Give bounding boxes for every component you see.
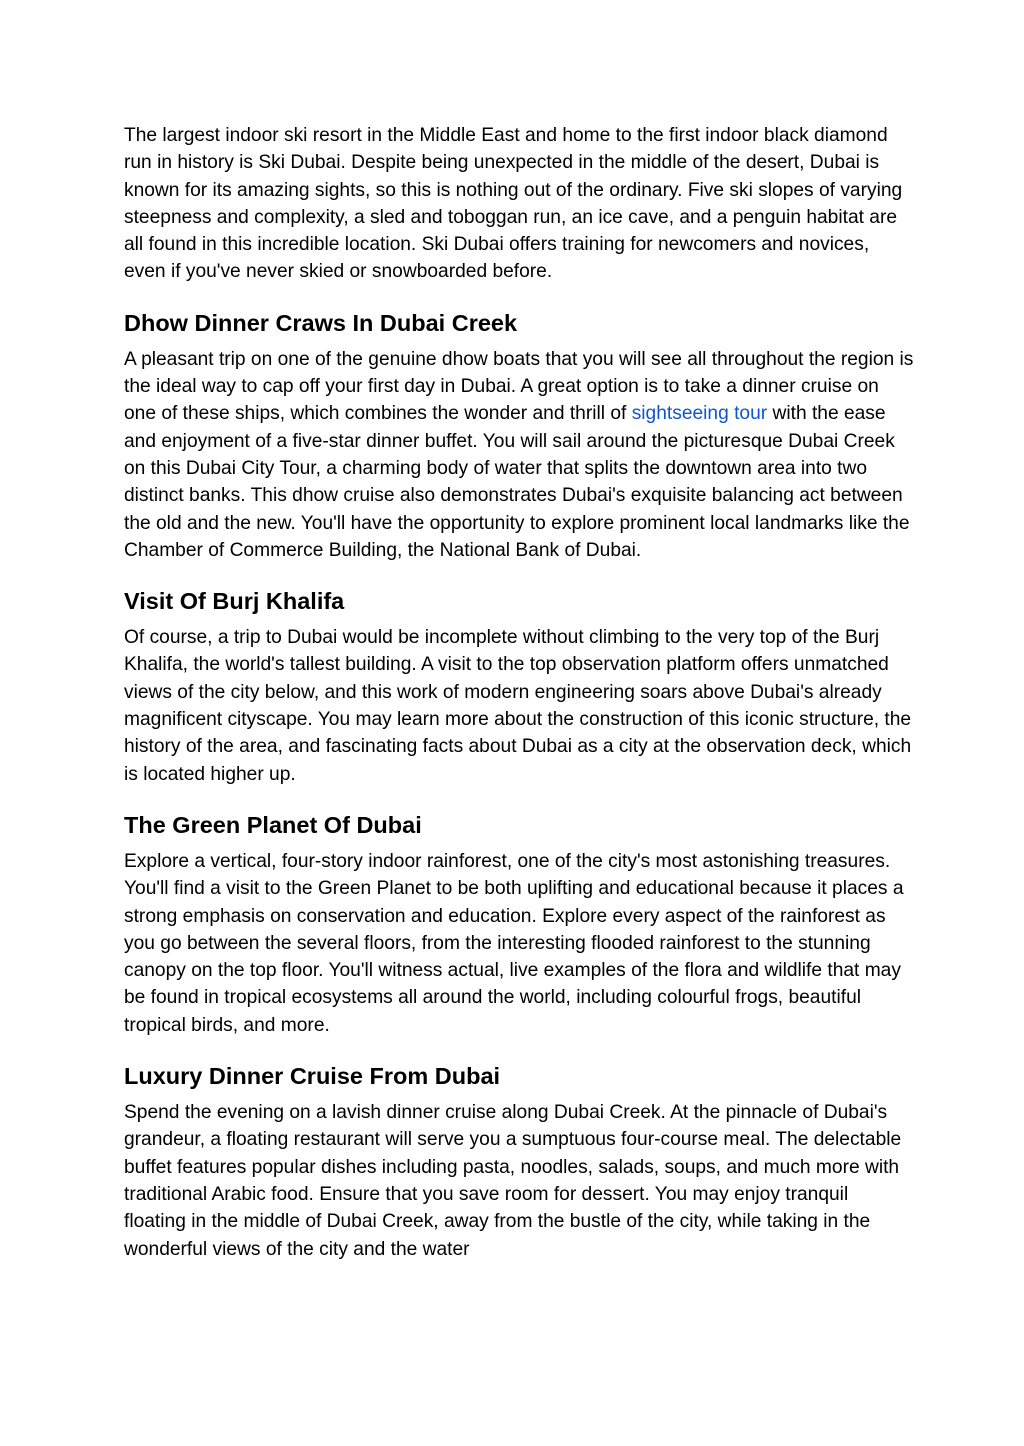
sightseeing-tour-link[interactable]: sightseeing tour	[631, 403, 768, 425]
dhow-text-before-link: A pleasant trip on one of the genuine dhow boats that you will see all throughout the region is the ideal way to cap off your first day in Dubai. A great option is to take a dinner cruise on one of these ships, which combines the wonder and thrill of	[124, 348, 914, 425]
heading-dhow-dinner: Dhow Dinner Craws In Dubai Creek	[124, 309, 518, 336]
dhow-text-after-link: with the ease and enjoyment of a five-star dinner buffet. You will sail around the picturesque Dubai Creek on this Dubai City Tour, a charming body of water that splits the downtown area into two distinct banks. This dhow cruise also demonstrates Dubai's exquisite balancing act between the old and the new. You'll have the opportunity to explore prominent local landmarks like the Chamber of Commerce Building, the National Bank of Dubai.	[124, 403, 910, 561]
section-green-planet	[124, 810, 914, 1039]
heading-luxury-cruise: Luxury Dinner Cruise From Dubai	[124, 1063, 501, 1090]
paragraph-burj-khalifa: Of course, a trip to Dubai would be incomplete without climbing to the very top of the Burj Khalifa, the world's tallest building. A visit to the top observation platform offers unmatched views of the city below, and this work of modern engineering soars above Dubai's already magnificent cityscape. You may learn more about the construction of this iconic structure, the history of the area, and fascinating facts about Dubai as a city at the observation deck, which is located higher up.	[124, 627, 912, 785]
section-burj-khalifa	[124, 586, 914, 788]
section-luxury-cruise	[124, 1061, 914, 1263]
heading-green-planet: The Green Planet Of Dubai	[124, 811, 422, 838]
section-dhow-dinner	[124, 308, 914, 564]
paragraph-green-planet: Explore a vertical, four-story indoor rainforest, one of the city's most astonishing treasures. You'll find a visit to the Green Planet to be both uplifting and educational because it places a strong emphasis on conservation and education. Explore every aspect of the rainforest as you go between the several floors, from the interesting flooded rainforest to the stunning canopy on the top floor. You'll witness actual, live examples of the flora and wildlife that may be found in tropical ecosystems all around the world, including colourful frogs, beautiful tropical birds, and more.	[124, 850, 904, 1036]
document-page	[124, 122, 914, 1285]
paragraph-luxury-cruise: Spend the evening on a lavish dinner cruise along Dubai Creek. At the pinnacle of Dubai's grandeur, a floating restaurant will serve you a sumptuous four-course meal. The delectable buffet features popular dishes including pasta, noodles, salads, soups, and much more with traditional Arabic food. Ensure that you save room for dessert. You may enjoy tranquil floating in the middle of Dubai Creek, away from the bustle of the city, while taking in the wonderful views of the city and the water	[124, 1102, 902, 1260]
paragraph-dhow-dinner	[124, 346, 914, 564]
intro-paragraph: The largest indoor ski resort in the Middle East and home to the first indoor black diamond run in history is Ski Dubai. Despite being unexpected in the middle of the desert, Dubai is known for its amazing sights, so this is nothing out of the ordinary. Five ski slopes of varying steepness and complexity, a sled and toboggan run, an ice cave, and a penguin habitat are all found in this incredible location. Ski Dubai offers training for newcomers and novices, even if you've never skied or snowboarded before.	[124, 125, 903, 283]
heading-burj-khalifa: Visit Of Burj Khalifa	[124, 588, 345, 615]
